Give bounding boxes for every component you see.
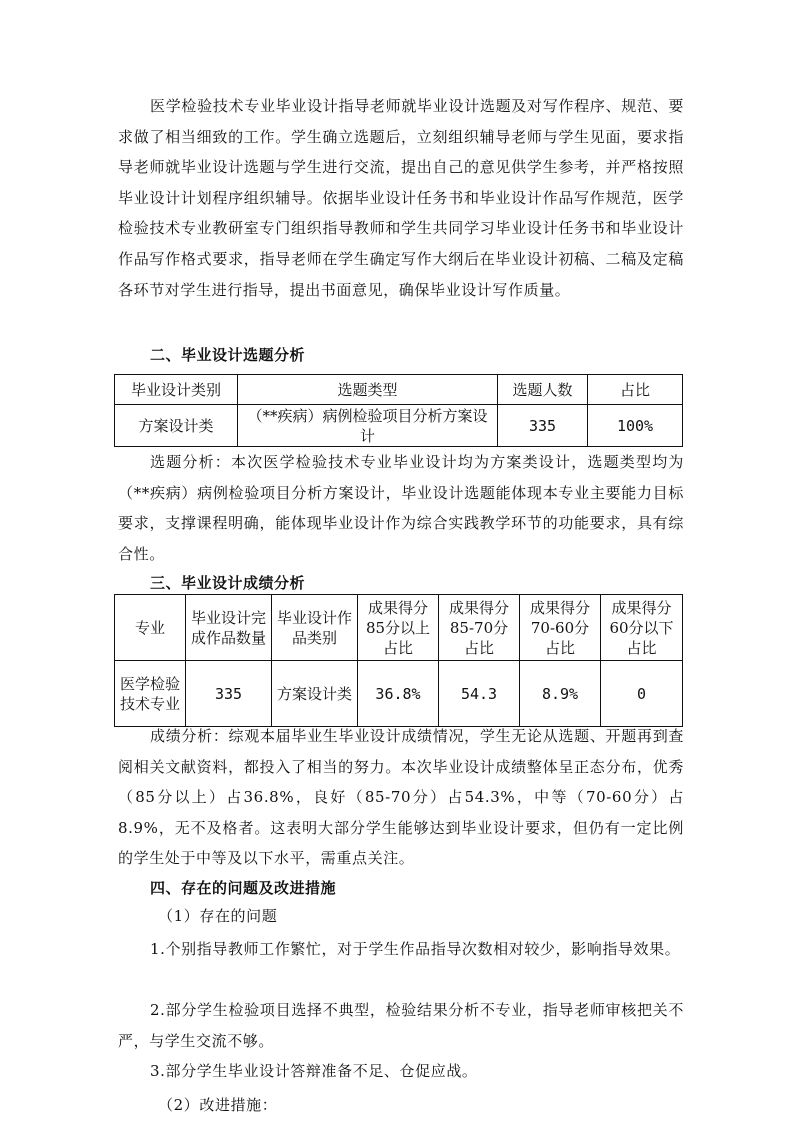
topic-header-type: 选题类型 <box>238 375 498 405</box>
score-cell-major: 医学检验技术专业 <box>115 661 186 727</box>
score-cell-category: 方案设计类 <box>272 661 358 727</box>
section-4-heading: 四、存在的问题及改进措施 <box>150 879 337 897</box>
score-header-category: 毕业设计作品类别 <box>272 595 358 661</box>
topic-table-header <box>115 375 683 405</box>
score-table <box>114 594 683 727</box>
score-cell-85-plus: 36.8% <box>358 661 439 727</box>
topic-table <box>114 374 683 447</box>
measures-subheading: （2）改进措施： <box>158 1096 278 1114</box>
score-header-below-60: 成果得分60分以下占比 <box>601 595 683 661</box>
topic-cell-category: 方案设计类 <box>115 405 238 447</box>
score-table-header <box>115 595 683 661</box>
score-cell-below-60: 0 <box>601 661 683 727</box>
intro-paragraph: 医学检验技术专业毕业设计指导老师就毕业设计选题及对写作程序、规范、要求做了相当细致的工作。学生确立选题后，立刻组织辅导老师与学生见面，要求指导老师就毕业设计选题与学生进行交流，提出自己的意见供学生参考，并严格按照毕业设计计划程序组织辅导。依据毕业设计任务书和毕业设计作品写作规范，医学检验技术专业教研室专门组织指导教师和学生共同学习毕业设计任务书和毕业设计作品写作格式要求，指导老师在学生确定写作大纲后在毕业设计初稿、二稿及定稿各环节对学生进行指导，提出书面意见，确保毕业设计写作质量。 <box>118 97 684 299</box>
topic-header-category: 毕业设计类别 <box>115 375 238 405</box>
topic-table-row <box>115 405 683 447</box>
problem-item: 3.部分学生毕业设计答辩准备不足、仓促应战。 <box>150 1062 478 1080</box>
score-header-85-70: 成果得分85-70分占比 <box>439 595 520 661</box>
topic-cell-count: 335 <box>498 405 588 447</box>
problem-item: 2.部分学生检验项目选择不典型，检验结果分析不专业，指导老师审核把关不严，与学生交流不够。 <box>118 1001 684 1050</box>
topic-analysis: 选题分析：本次医学检验技术专业毕业设计均为方案类设计，选题类型均为（**疾病）病例检验项目分析方案设计，毕业设计选题能体现本专业主要能力目标要求，支撑课程明确，能体现毕业设计作为综合实践教学环节的功能要求，具有综合性。 <box>118 453 684 563</box>
score-analysis: 成绩分析：综观本届毕业生毕业设计成绩情况，学生无论从选题、开题再到查阅相关文献资料，都投入了相当的努力。本次毕业设计成绩整体呈正态分布，优秀（85分以上）占36.8%，良好（85-70分）占54.3%，中等（70-60分）占8.9%，无不及格者。这表明大部分学生能够达到毕业设计要求，但仍有一定比例的学生处于中等及以下水平，需重点关注。 <box>118 727 684 868</box>
section-3-heading: 三、毕业设计成绩分析 <box>150 574 306 592</box>
problems-subheading: （1）存在的问题 <box>158 907 278 925</box>
topic-header-count: 选题人数 <box>498 375 588 405</box>
score-header-85-plus: 成果得分85分以上占比 <box>358 595 439 661</box>
score-header-count: 毕业设计完成作品数量 <box>186 595 272 661</box>
score-cell-85-70: 54.3 <box>439 661 520 727</box>
score-table-row <box>115 661 683 727</box>
score-cell-count: 335 <box>186 661 272 727</box>
score-cell-70-60: 8.9% <box>520 661 601 727</box>
problem-item: 1.个别指导教师工作繁忙，对于学生作品指导次数相对较少，影响指导效果。 <box>150 940 681 958</box>
topic-cell-ratio: 100% <box>588 405 683 447</box>
score-header-70-60: 成果得分70-60分占比 <box>520 595 601 661</box>
topic-cell-type: （**疾病）病例检验项目分析方案设计 <box>238 405 498 447</box>
topic-header-ratio: 占比 <box>588 375 683 405</box>
score-header-major: 专业 <box>115 595 186 661</box>
section-2-heading: 二、毕业设计选题分析 <box>150 346 306 364</box>
